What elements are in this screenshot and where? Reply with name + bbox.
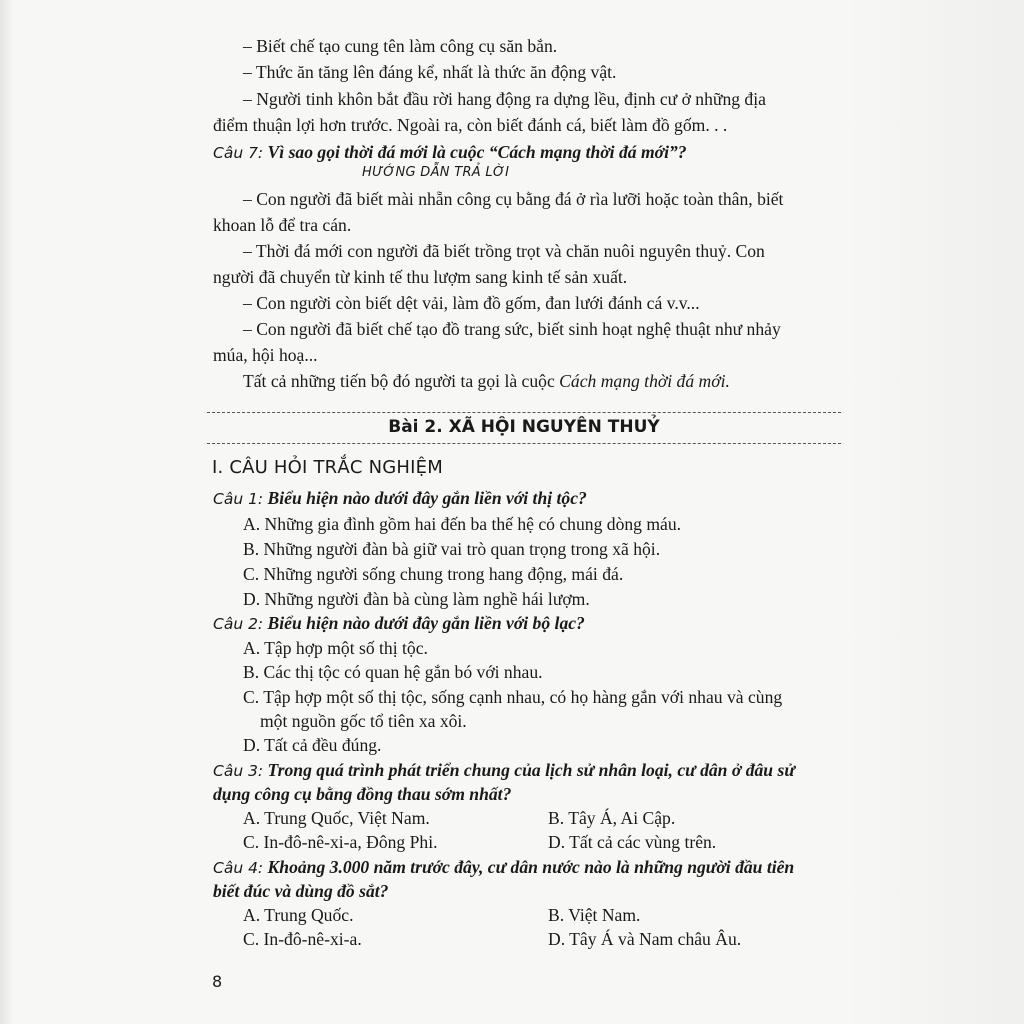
answer-line: – Con người đã biết mài nhẵn công cụ bằng đá ở rìa lưỡi hoặc toàn thân, biết	[243, 189, 784, 209]
option-c: C. Tập hợp một số thị tộc, sống cạnh nhau, có họ hàng gắn với nhau và cùng	[243, 687, 783, 707]
text-line: – Thức ăn tăng lên đáng kể, nhất là thức ăn động vật.	[243, 62, 617, 82]
option-c: C. Những người sống chung trong hang động, mái đá.	[243, 564, 624, 584]
option-b: B. Tây Á, Ai Cập.	[548, 808, 676, 828]
page-number: 8	[212, 972, 223, 991]
option-d: D. Tất cả các vùng trên.	[548, 832, 717, 852]
question-2: Câu 2: Biểu hiện nào dưới đây gắn liền với bộ lạc?	[213, 613, 585, 633]
option-c-continued: một nguồn gốc tổ tiên xa xôi.	[260, 711, 467, 731]
answer-line: khoan lỗ để tra cán.	[213, 215, 352, 235]
question-3-continued: dụng công cụ bằng đồng thau sớm nhất?	[213, 784, 512, 804]
answer-line: múa, hội hoạ...	[213, 345, 318, 365]
question-7	[213, 140, 687, 165]
question-4: Câu 4: Khoảng 3.000 năm trước đây, cư dân nước nào là những người đầu tiên	[213, 857, 795, 877]
question-label: Câu 7:	[213, 144, 264, 162]
option-b: B. Việt Nam.	[548, 905, 641, 925]
section-title: I. CÂU HỎI TRẮC NGHIỆM	[212, 457, 443, 478]
question-4-continued: biết đúc và dùng đồ sắt?	[213, 881, 389, 901]
answer-line: – Thời đá mới con người đã biết trồng trọt và chăn nuôi nguyên thuỷ. Con	[243, 241, 765, 261]
option-a: A. Những gia đình gồm hai đến ba thế hệ có chung dòng máu.	[243, 514, 682, 534]
divider-bottom	[207, 443, 841, 444]
text-line: – Người tinh khôn bắt đầu rời hang động ra dựng lều, định cư ở những địa	[243, 89, 766, 109]
conclusion-line: Tất cả những tiến bộ đó người ta gọi là cuộc Cách mạng thời đá mới.	[243, 371, 730, 391]
option-b: B. Các thị tộc có quan hệ gắn bó với nhau.	[243, 662, 543, 682]
answer-line: – Con người còn biết dệt vải, làm đồ gốm, đan lưới đánh cá v.v...	[243, 293, 700, 313]
question-3: Câu 3: Trong quá trình phát triển chung của lịch sử nhân loại, cư dân ở đâu sử	[213, 760, 795, 780]
divider-top	[207, 412, 841, 413]
page-edge-shadow	[0, 0, 14, 1024]
question-1: Câu 1: Biểu hiện nào dưới đây gắn liền với thị tộc?	[213, 488, 587, 508]
book-page: – Biết chế tạo cung tên làm công cụ săn bắn. – Thức ăn tăng lên đáng kể, nhất là thức ăn động vật. – Người tinh khôn bắt đầu rời hang động ra dựng lều, định cư ở những địa điểm thuận lợi hơn trước. Ngoài ra, còn biết đánh cá, biết làm đồ gốm. . . Câu 7: Vì sao gọi thời đá mới là cuộc “Cách mạng thời đá mới”? HƯỚNG DẪN TRẢ LỜI – Con người đã biết mài nhẵn công cụ bằng đá ở rìa lưỡi hoặc toàn thân, biết khoan lỗ để tra cán. – Thời đá mới con người đã biết trồng trọt và chăn nuôi nguyên thuỷ. Con người đã chuyển từ kinh tế thu lượm sang kinh tế sản xuất. – Con người còn biết dệt vải, làm đồ gốm, đan lưới đánh cá v.v... – Con người đã biết chế tạo đồ trang sức, biết sinh hoạt nghệ thuật như nhảy múa, hội hoạ... Tất cả những tiến bộ đó người ta gọi là cuộc Cách mạng thời đá mới. Bài 2. XÃ HỘI NGUYÊN THUỶ I. CÂU HỎI TRẮC NGHIỆM Câu 1: Biểu hiện nào dưới đây gắn liền với thị tộc? A. Những gia đình gồm hai đến ba thế hệ có chung dòng máu. B. Những người đàn bà giữ vai trò quan trọng trong xã hội. C. Những người sống chung trong hang động, mái đá. D. Những người đàn bà cùng làm nghề hái lượm. Câu 2: Biểu hiện nào dưới đây gắn liền với bộ lạc? A. Tập hợp một số thị tộc. B. Các thị tộc có quan hệ gắn bó với nhau. C. Tập hợp một số thị tộc, sống cạnh nhau, có họ hàng gắn với nhau và cùng một nguồn gốc tổ tiên xa xôi. D. Tất cả đều đúng. Câu 3: Trong quá trình phát triển chung của lịch sử nhân loại, cư dân ở đâu sử dụng công cụ bằng đồng thau sớm nhất? A. Trung Quốc, Việt Nam. B. Tây Á, Ai Cập. C. In-đô-nê-xi-a, Đông Phi. D. Tất cả các vùng trên. Câu 4: Khoảng 3.000 năm trước đây, cư dân nước nào là những người đầu tiên biết đúc và dùng đồ sắt? A. Trung Quốc. B. Việt Nam. C. In-đô-nê-xi-a. D. Tây Á và Nam châu Âu. 8	[0, 0, 1024, 1024]
option-a: A. Trung Quốc.	[243, 905, 354, 925]
text-line: – Biết chế tạo cung tên làm công cụ săn bắn.	[243, 36, 558, 56]
answer-line: – Con người đã biết chế tạo đồ trang sức, biết sinh hoạt nghệ thuật như nhảy	[243, 319, 781, 339]
option-a: A. Tập hợp một số thị tộc.	[243, 638, 428, 658]
question-text: Vì sao gọi thời đá mới là cuộc “Cách mạng thời đá mới”?	[263, 142, 687, 162]
option-b: B. Những người đàn bà giữ vai trò quan trọng trong xã hội.	[243, 539, 661, 559]
option-d: D. Tất cả đều đúng.	[243, 735, 382, 755]
text-line: điểm thuận lợi hơn trước. Ngoài ra, còn biết đánh cá, biết làm đồ gốm. . .	[213, 115, 728, 135]
answer-line: người đã chuyển từ kinh tế thu lượm sang kinh tế sản xuất.	[213, 267, 628, 287]
option-d: D. Tây Á và Nam châu Âu.	[548, 929, 742, 949]
option-a: A. Trung Quốc, Việt Nam.	[243, 808, 430, 828]
option-c: C. In-đô-nê-xi-a, Đông Phi.	[243, 832, 438, 852]
option-d: D. Những người đàn bà cùng làm nghề hái lượm.	[243, 589, 590, 609]
option-c: C. In-đô-nê-xi-a.	[243, 929, 362, 949]
show-through-shading	[844, 0, 1024, 1024]
lesson-title: Bài 2. XÃ HỘI NGUYÊN THUỶ	[388, 417, 660, 437]
